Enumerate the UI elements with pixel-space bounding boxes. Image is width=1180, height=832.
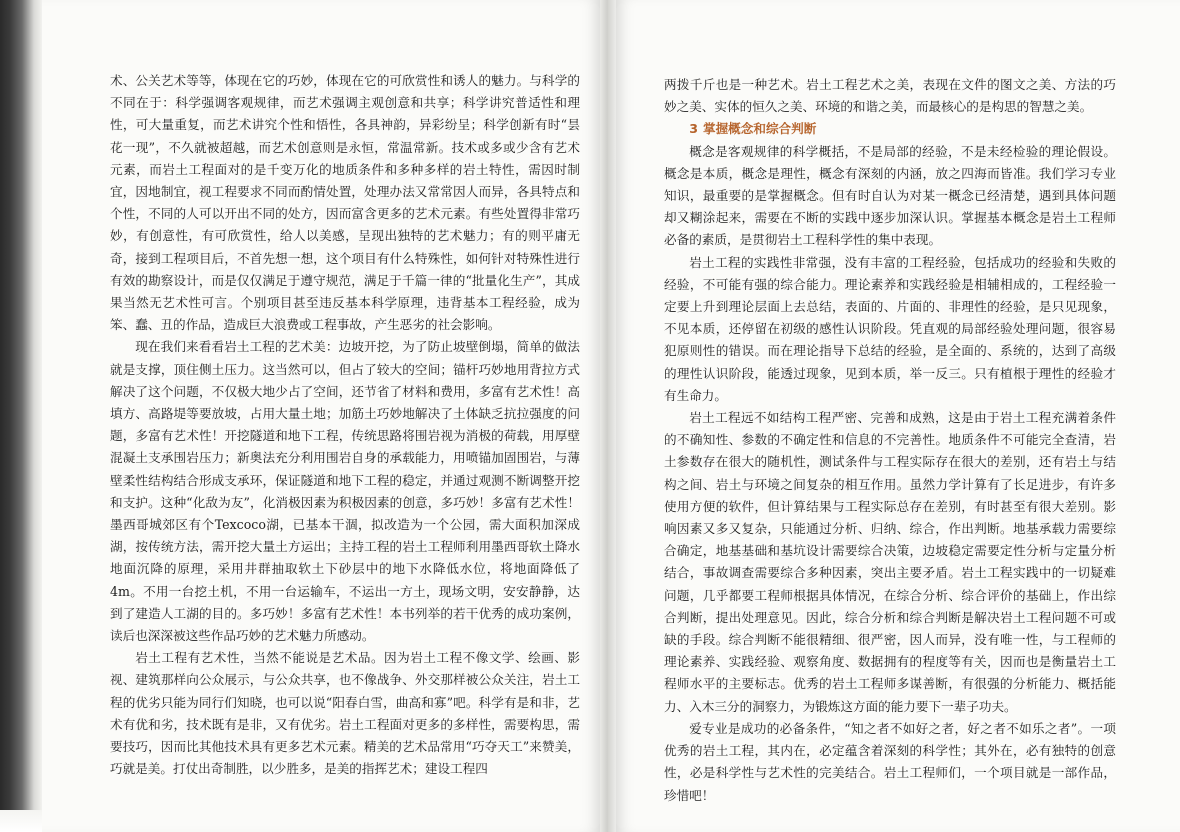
paragraph: 概念是客观规律的科学概括，不是局部的经验，不是未经检验的理论假设。概念是本质，概念是理性，概念有深刻的内涵，放之四海而皆准。我们学习专业知识，最重要的是掌握概念。但有时自认为对某一概念已经清楚，遇到具体问题却又糊涂起来，需要在不断的实践中逐步加深认识。掌握基本概念是岩土工程师必备的素质，是贯彻岩土工程科学性的集中表现。 xyxy=(664,143,1116,248)
paragraph: 术、公关艺术等等，体现在它的巧妙，体现在它的可欣赏性和诱人的魅力。与科学的不同在于：科学强调客观规律，而艺术强调主观创意和共享；科学讲究普适性和理性，可大量重复，而艺术讲究个性和悟性，各具神韵，异彩纷呈；科学创新有时“昙花一现”，不久就被超越，而艺术创意则是永恒，常温常新。技术或多或少含有艺术元素，而岩土工程面对的是千变万化的地质条件和多种多样的岩土特性，需因时制宜，因地制宜，视工程要求不同而酌情处置，处理办法又常常因人而异，各具特点和个性，不同的人可以开出不同的处方，因而富含更多的艺术元素。有些处置得非常巧妙，有创意性，有可欣赏性，给人以美感，呈现出独特的艺术魅力；有的则平庸无奇，接到工程项目后，不首先想一想，这个项目有什么特殊性，如何针对特殊性进行有效的勘察设计，而是仅仅满足于遵守规范，满足于千篇一律的“批量化生产”，其成果当然无艺术性可言。个别项目甚至违反基本科学原理，违背基本工程经验，成为笨、蠢、丑的作品，造成巨大浪费或工程事故，产生恶劣的社会影响。 xyxy=(110,73,580,333)
right-page-text xyxy=(664,74,1116,807)
paragraph: 岩土工程远不如结构工程严密、完善和成熟，这是由于岩土工程充满着条件的不确知性、参数的不确定性和信息的不完善性。地质条件不可能完全查清，岩土参数存在很大的随机性，测试条件与工程实际存在很大的差别，还有岩土与结构之间、岩土与环境之间复杂的相互作用。虽然力学计算有了长足进步，有许多使用方便的软件，但计算结果与工程实际总存在差别，有时甚至有很大差别。影响因素又多又复杂，只能通过分析、归纳、综合，作出判断。地基承载力需要综合确定，地基基础和基坑设计需要综合决策，边坡稳定需要定性分析与定量分析结合，事故调查需要综合多种因素，突出主要矛盾。岩土工程实践中的一切疑难问题，几乎都要工程师根据具体情况，在综合分析、综合评价的基础上，作出综合判断，提出处理意见。因此，综合分析和综合判断是解决岩土工程问题不可或缺的手段。综合判断不能很精细、很严密，因人而异，没有唯一性，与工程师的理论素养、实践经验、观察角度、数据拥有的程度等有关，因而也是衡量岩土工程师水平的主要标志。优秀的岩土工程师多谋善断，有很强的分析能力、概括能力、入木三分的洞察力，为锻炼这方面的能力要下一辈子功夫。 xyxy=(664,410,1116,714)
paragraph: 岩土工程的实践性非常强，没有丰富的工程经验，包括成功的经验和失败的经验，不可能有强的综合能力。理论素养和实践经验是相辅相成的，工程经验一定要上升到理论层面上去总结，表面的、片面的、非理性的经验，是只见现象，不见本质，还停留在初级的感性认识阶段。凭直观的局部经验处理问题，很容易犯原则性的错误。而在理论指导下总结的经验，是全面的、系统的，达到了高级的理性认识阶段，能透过现象，见到本质，举一反三。只有植根于理性的经验才有生命力。 xyxy=(664,254,1116,403)
section-number: 3 xyxy=(689,121,698,137)
book-gutter xyxy=(600,0,616,832)
section-title: 掌握概念和综合判断 xyxy=(702,121,817,137)
book-edge-shadow xyxy=(0,0,42,832)
section-heading xyxy=(664,118,1116,140)
paragraph: 岩土工程有艺术性，当然不能说是艺术品。因为岩土工程不像文学、绘画、影视、建筑那样向公众展示，与公众共享，也不像战争、外交那样被公众关注，岩土工程的优劣只能为同行们知晓，也可以说“阳春白雪，曲高和寡”吧。科学有是和非，艺术有优和劣，技术既有是非，又有优劣。岩土工程面对更多的多样性，需要构思，需要技巧，因而比其他技术具有更多艺术元素。精美的艺术品常用“巧夺天工”来赞美，巧就是美。打仗出奇制胜，以少胜多，是美的指挥艺术；建设工程四 xyxy=(110,650,580,777)
left-page-text xyxy=(110,70,580,781)
paragraph: 现在我们来看看岩土工程的艺术美：边坡开挖，为了防止坡壁倒塌，简单的做法就是支撑，顶住侧土压力。这当然可以，但占了较大的空间；锚杆巧妙地用背拉方式解决了这个问题，不仅极大地少占了空间，还节省了材料和费用，多富有艺术性！高填方、高路堤等要放坡，占用大量土地；加筋土巧妙地解决了土体缺乏抗拉强度的问题，多富有艺术性！开挖隧道和地下工程，传统思路将围岩视为消极的荷载，用厚壁混凝土支承围岩压力；新奥法充分利用围岩自身的承载能力，用喷锚加固围岩，与薄壁柔性结构结合形成支承环，保证隧道和地下工程的稳定，并通过观测不断调整开挖和支护。这种“化敌为友”，化消极因素为积极因素的创意，多巧妙！多富有艺术性！墨西哥城郊区有个Texcoco湖，已基本干涸，拟改造为一个公园，需大面积加深成湖，按传统方法，需开挖大量土方运出；主持工程的岩土工程师利用墨西哥软土降水地面沉降的原理，采用井群抽取软土下砂层中的地下水降低水位，将地面降低了4m。不用一台挖土机，不用一台运输车，不运出一方土，现场文明，安安静静，达到了建造人工湖的目的。多巧妙！多富有艺术性！本书列举的若干优秀的成功案例，读后也深深被这些作品巧妙的艺术魅力所感动。 xyxy=(110,339,580,644)
paragraph: 两拨千斤也是一种艺术。岩土工程艺术之美，表现在文件的图文之美、方法的巧妙之美、实体的恒久之美、环境的和谐之美，而最核心的是构思的智慧之美。 xyxy=(664,77,1116,115)
paragraph: 爱专业是成功的必备条件，“知之者不如好之者，好之者不如乐之者”。一项优秀的岩土工程，其内在，必定蕴含着深刻的科学性；其外在，必有独特的创意性，必是科学性与艺术性的完美结合。岩土工程师们，一个项目就是一部作品，珍惜吧！ xyxy=(664,720,1116,803)
